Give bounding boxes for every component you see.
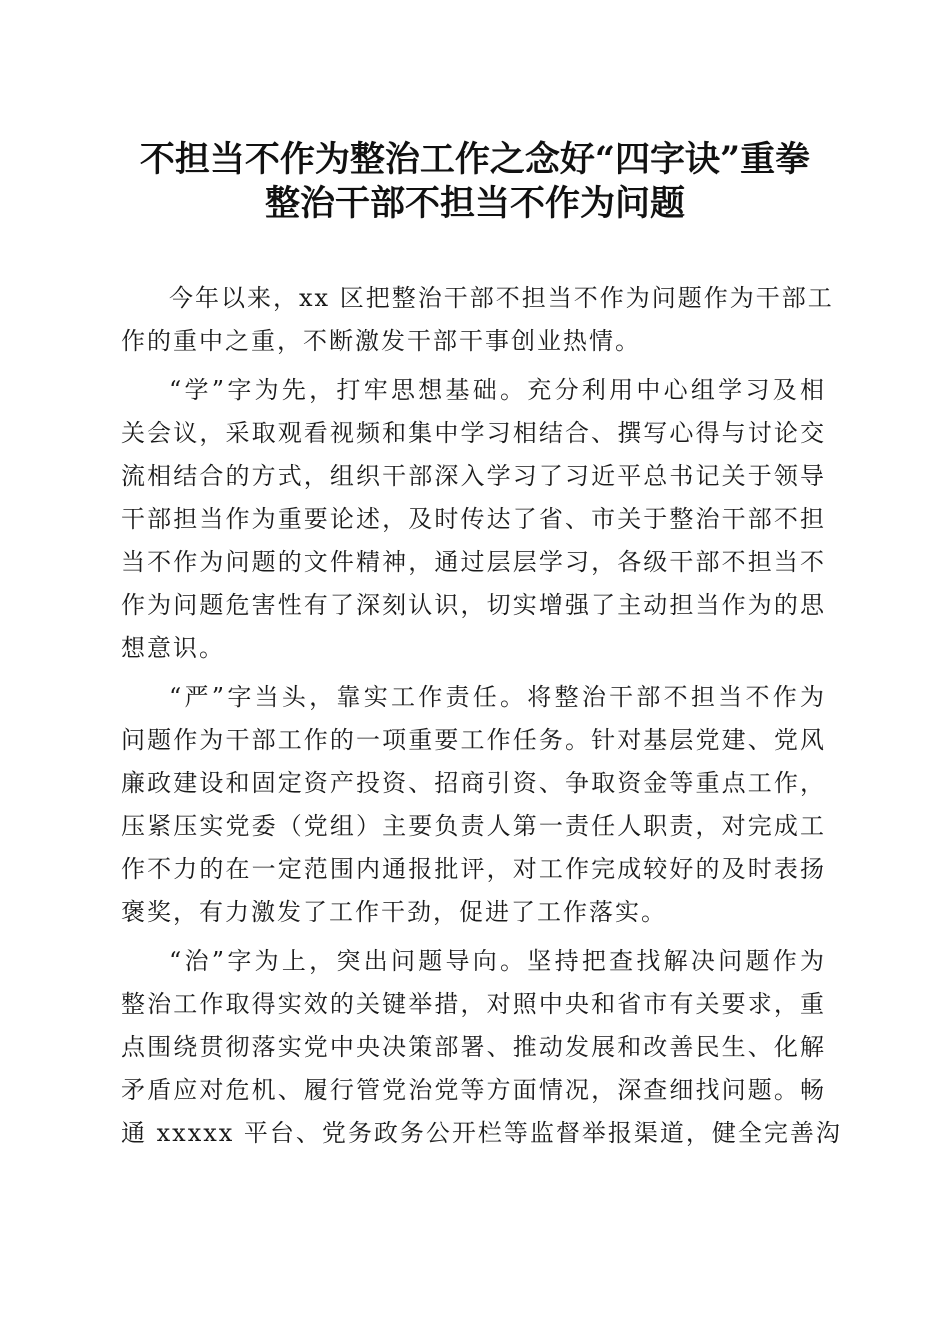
paragraph-line: 褒奖，有力激发了工作干劲，促进了工作落实。	[121, 898, 667, 926]
paragraph-line: “治”字为上，突出问题导向。坚持把查找解决问题作为	[169, 947, 826, 975]
paragraph-line: 流相结合的方式，组织干部深入学习了习近平总书记关于领导	[121, 462, 826, 490]
paragraph-xue	[121, 369, 826, 670]
paragraph-line: 廉政建设和固定资产投资、招商引资、争取资金等重点工作，	[121, 769, 826, 797]
document-body	[121, 277, 842, 1161]
title-line-1: 不担当不作为整治工作之念好“四字诀”重拳	[139, 139, 811, 180]
paragraph-line: 作为问题危害性有了深刻认识，切实增强了主动担当作为的思	[121, 591, 826, 619]
paragraph-line: 想意识。	[121, 634, 225, 662]
paragraph-line: 干部担当作为重要论述，及时传达了省、市关于整治干部不担	[121, 505, 826, 533]
paragraph-line: 整治工作取得实效的关键举措，对照中央和省市有关要求，重	[121, 990, 826, 1018]
document-title	[100, 138, 850, 226]
paragraph-zhi	[121, 940, 842, 1155]
paragraph-line: 点围绕贯彻落实党中央决策部署、推动发展和改善民生、化解	[121, 1033, 826, 1061]
title-line-2: 整治干部不担当不作为问题	[264, 183, 685, 224]
paragraph-line: 今年以来，xx 区把整治干部不担当不作为问题作为干部工	[169, 284, 834, 312]
paragraph-line: “严”字当头，靠实工作责任。将整治干部不担当不作为	[169, 683, 826, 711]
paragraph-intro	[121, 277, 834, 363]
paragraph-line: 通 xxxxx 平台、党务政务公开栏等监督举报渠道，健全完善沟	[121, 1119, 842, 1147]
paragraph-line: 矛盾应对危机、履行管党治党等方面情况，深查细找问题。畅	[121, 1076, 826, 1104]
paragraph-yan	[121, 676, 826, 934]
paragraph-line: 作的重中之重，不断激发干部干事创业热情。	[121, 327, 641, 355]
paragraph-line: 当不作为问题的文件精神，通过层层学习，各级干部不担当不	[121, 548, 826, 576]
paragraph-line: 问题作为干部工作的一项重要工作任务。针对基层党建、党风	[121, 726, 826, 754]
paragraph-line: 压紧压实党委（党组）主要负责人第一责任人职责，对完成工	[121, 812, 826, 840]
paragraph-line: “学”字为先，打牢思想基础。充分利用中心组学习及相	[169, 376, 826, 404]
paragraph-line: 作不力的在一定范围内通报批评，对工作完成较好的及时表扬	[121, 855, 826, 883]
paragraph-line: 关会议，采取观看视频和集中学习相结合、撰写心得与讨论交	[121, 419, 826, 447]
